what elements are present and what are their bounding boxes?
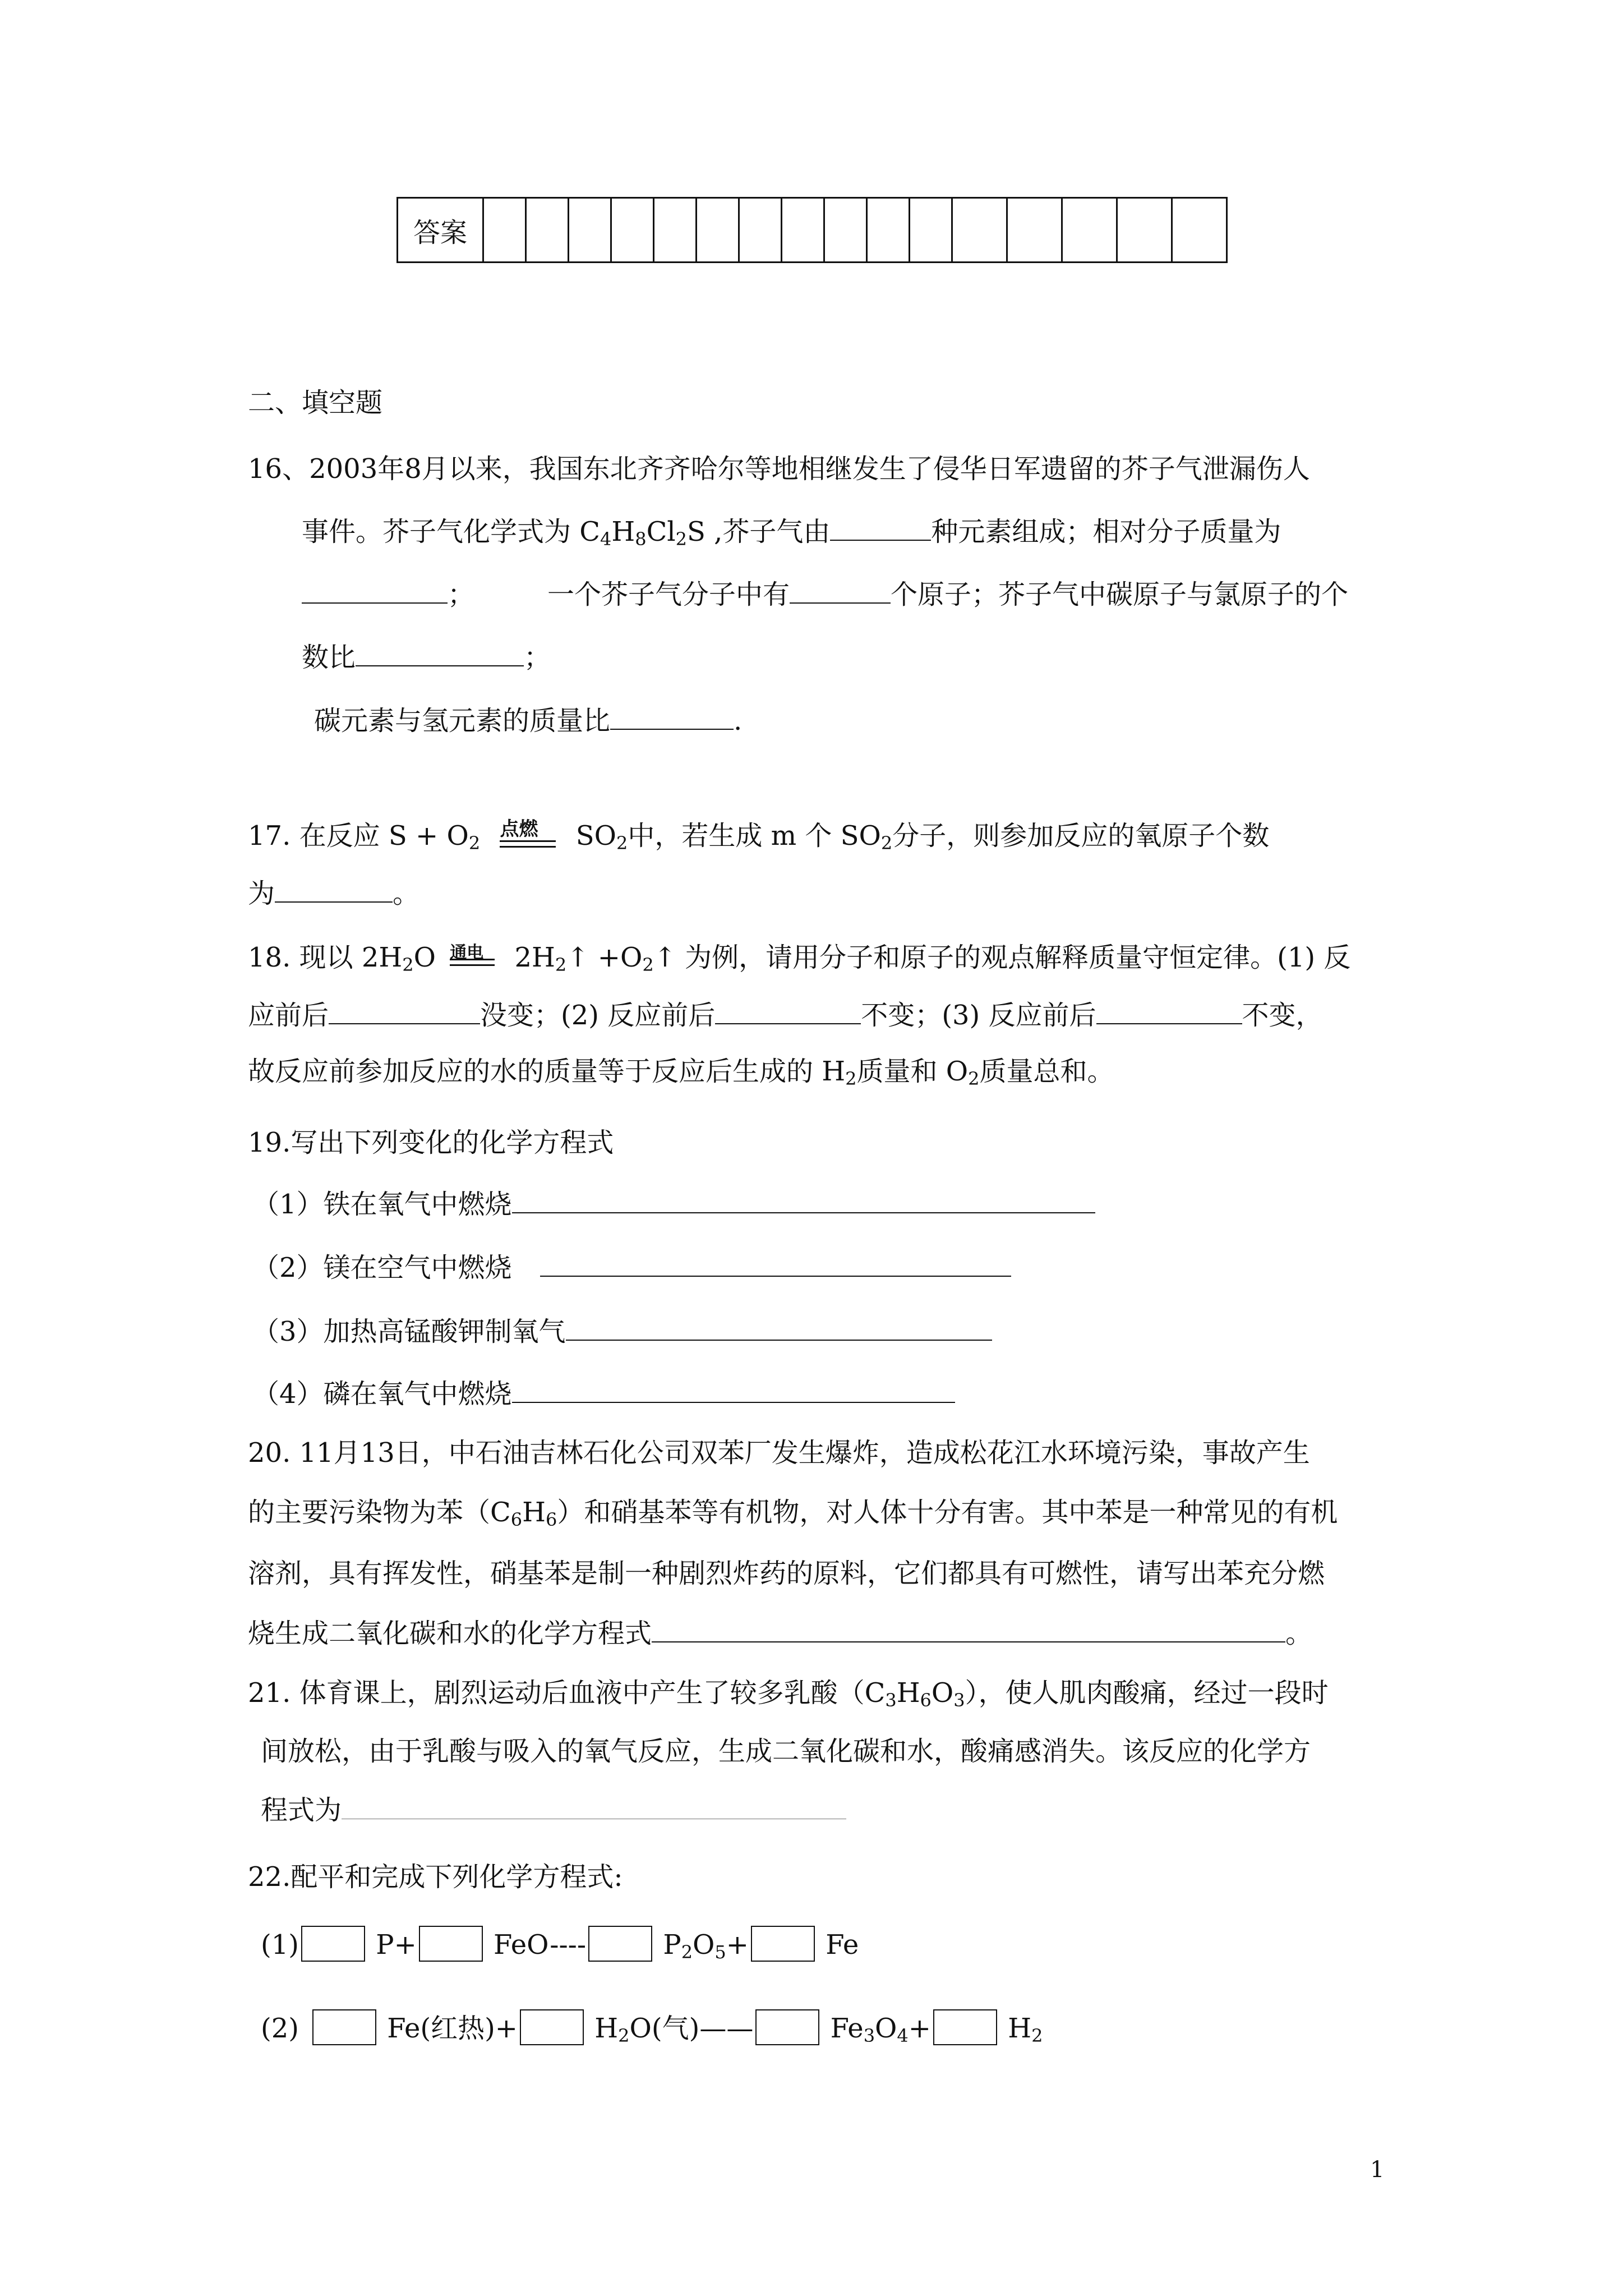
q21-line3: 程式为	[261, 1793, 846, 1827]
q18-line3: 故反应前参加反应的水的质量等于反应后生成的 $H_2$质量和 $O_2$质量总和。	[248, 1056, 1114, 1089]
answer-blank[interactable]	[512, 1207, 1095, 1213]
q20-line3: 溶剂，具有挥发性，硝基苯是制一种剧烈炸药的原料，它们都具有可燃性，请写出苯充分燃	[248, 1558, 1325, 1589]
answer-blank[interactable]	[566, 1334, 992, 1341]
answer-blank[interactable]	[715, 1018, 861, 1024]
q19-item4: （4）磷在氧气中燃烧	[252, 1377, 955, 1411]
q20-line1: 20. 11月13日，中石油吉林石化公司双苯厂发生爆炸，造成松花江水环境污染，事故产生	[248, 1437, 1310, 1469]
answer-cell[interactable]	[569, 198, 611, 263]
answer-blank[interactable]	[790, 597, 891, 604]
answer-blank[interactable]	[512, 1396, 955, 1403]
q20-line4: 烧生成二氧化碳和水的化学方程式 。	[248, 1618, 1313, 1649]
coefficient-box[interactable]	[312, 2009, 376, 2045]
q16-line5: 碳元素与氢元素的质量比 .	[314, 705, 743, 737]
answer-blank[interactable]	[302, 597, 448, 604]
section-title: 二、填空题	[248, 387, 383, 418]
answer-blank[interactable]	[652, 1636, 1285, 1642]
coefficient-box[interactable]	[419, 1926, 483, 1962]
q19-item2: （2）镁在空气中燃烧	[252, 1251, 1011, 1285]
answer-cell[interactable]	[782, 198, 824, 263]
page-number: 1	[1370, 2157, 1385, 2183]
reaction-condition: 通电	[444, 943, 506, 977]
q22-eq2: (2) Fe(红热)+ $H_2O$(气)—— $Fe_3O_4+ H_2$	[261, 2009, 1043, 2045]
q22-title: 22.配平和完成下列化学方程式:	[248, 1861, 623, 1893]
answer-blank[interactable]	[830, 534, 931, 541]
q17-line2: 为 。	[248, 878, 420, 909]
q22-eq1: (1) P+ FeO---- $P_2O_5+ Fe$	[261, 1926, 859, 1962]
answer-cell[interactable]	[611, 198, 654, 263]
answer-cell[interactable]	[739, 198, 782, 263]
coefficient-box[interactable]	[301, 1926, 365, 1962]
answer-blank[interactable]	[275, 896, 393, 903]
q16-line2: 事件。芥子气化学式为 $C_4H_8Cl_2S$ ,芥子气由 种元素组成；相对分子质量为	[302, 516, 1281, 550]
reaction-condition: 点燃	[488, 821, 567, 855]
answer-cell[interactable]	[824, 198, 867, 263]
q21-line1: 21. 体育课上，剧烈运动后血液中产生了较多乳酸$(C_3H_6O_3)$，使人肌肉酸痛，经过一段时	[248, 1677, 1329, 1711]
q20-line2: 的主要污染物为苯$(C_6H_6)$和硝基苯等有机物，对人体十分有害。其中苯是一种常见的有机	[248, 1497, 1338, 1530]
q16-line1: 16、2003年8月以来，我国东北齐齐哈尔等地相继发生了侵华日军遗留的芥子气泄漏伤人	[248, 453, 1310, 485]
answer-cell[interactable]	[1172, 198, 1227, 263]
q16-line3: ； 一个芥子气分子中有 个原子；芥子气中碳原子与氯原子的个	[302, 578, 1348, 611]
answer-blank[interactable]	[540, 1270, 1011, 1277]
q19-title: 19.写出下列变化的化学方程式	[248, 1127, 614, 1158]
answer-label: 答案	[398, 198, 483, 263]
coefficient-box[interactable]	[755, 2009, 819, 2045]
answer-table	[396, 197, 1228, 263]
q17-line1: 17. 在反应 $S + O_2$ 点燃 $SO_2$中，若生成 m 个 $SO_2$分子，则参加反应的氧原子个数	[248, 817, 1270, 854]
answer-blank[interactable]	[329, 1018, 480, 1024]
coefficient-box[interactable]	[751, 1926, 815, 1962]
q21-line2: 间放松，由于乳酸与吸入的氧气反应，生成二氧化碳和水，酸痛感消失。该反应的化学方	[261, 1736, 1311, 1767]
answer-cell[interactable]	[1007, 198, 1062, 263]
answer-cell[interactable]	[1117, 198, 1172, 263]
q19-item3: （3）加热高锰酸钾制氧气	[252, 1315, 992, 1349]
q18-line1: 18. 现以 $2H_2O$ 通电 $2H_2↑$ $+O_2↑$ 为例，请用分子和原子的观点解释质量守恒定律。(1) 反	[248, 942, 1351, 976]
q16-line4: 数比 ；	[302, 642, 551, 673]
q18-line2: 应前后 没变；(2) 反应前后 不变；(3) 反应前后 不变，	[248, 1000, 1323, 1031]
answer-cell[interactable]	[910, 198, 952, 263]
answer-cell[interactable]	[697, 198, 739, 263]
answer-blank[interactable]	[1096, 1018, 1242, 1024]
coefficient-box[interactable]	[520, 2009, 584, 2045]
answer-cell[interactable]	[526, 198, 569, 263]
answer-cell[interactable]	[952, 198, 1007, 263]
answer-blank[interactable]	[342, 1813, 846, 1819]
answer-blank[interactable]	[610, 723, 734, 730]
answer-blank[interactable]	[356, 660, 524, 666]
answer-cell[interactable]	[483, 198, 526, 263]
coefficient-box[interactable]	[588, 1926, 652, 1962]
answer-cell[interactable]	[867, 198, 910, 263]
answer-cell[interactable]	[1062, 198, 1117, 263]
coefficient-box[interactable]	[933, 2009, 997, 2045]
q19-item1: （1）铁在氧气中燃烧	[252, 1188, 1095, 1221]
answer-cell[interactable]	[654, 198, 697, 263]
